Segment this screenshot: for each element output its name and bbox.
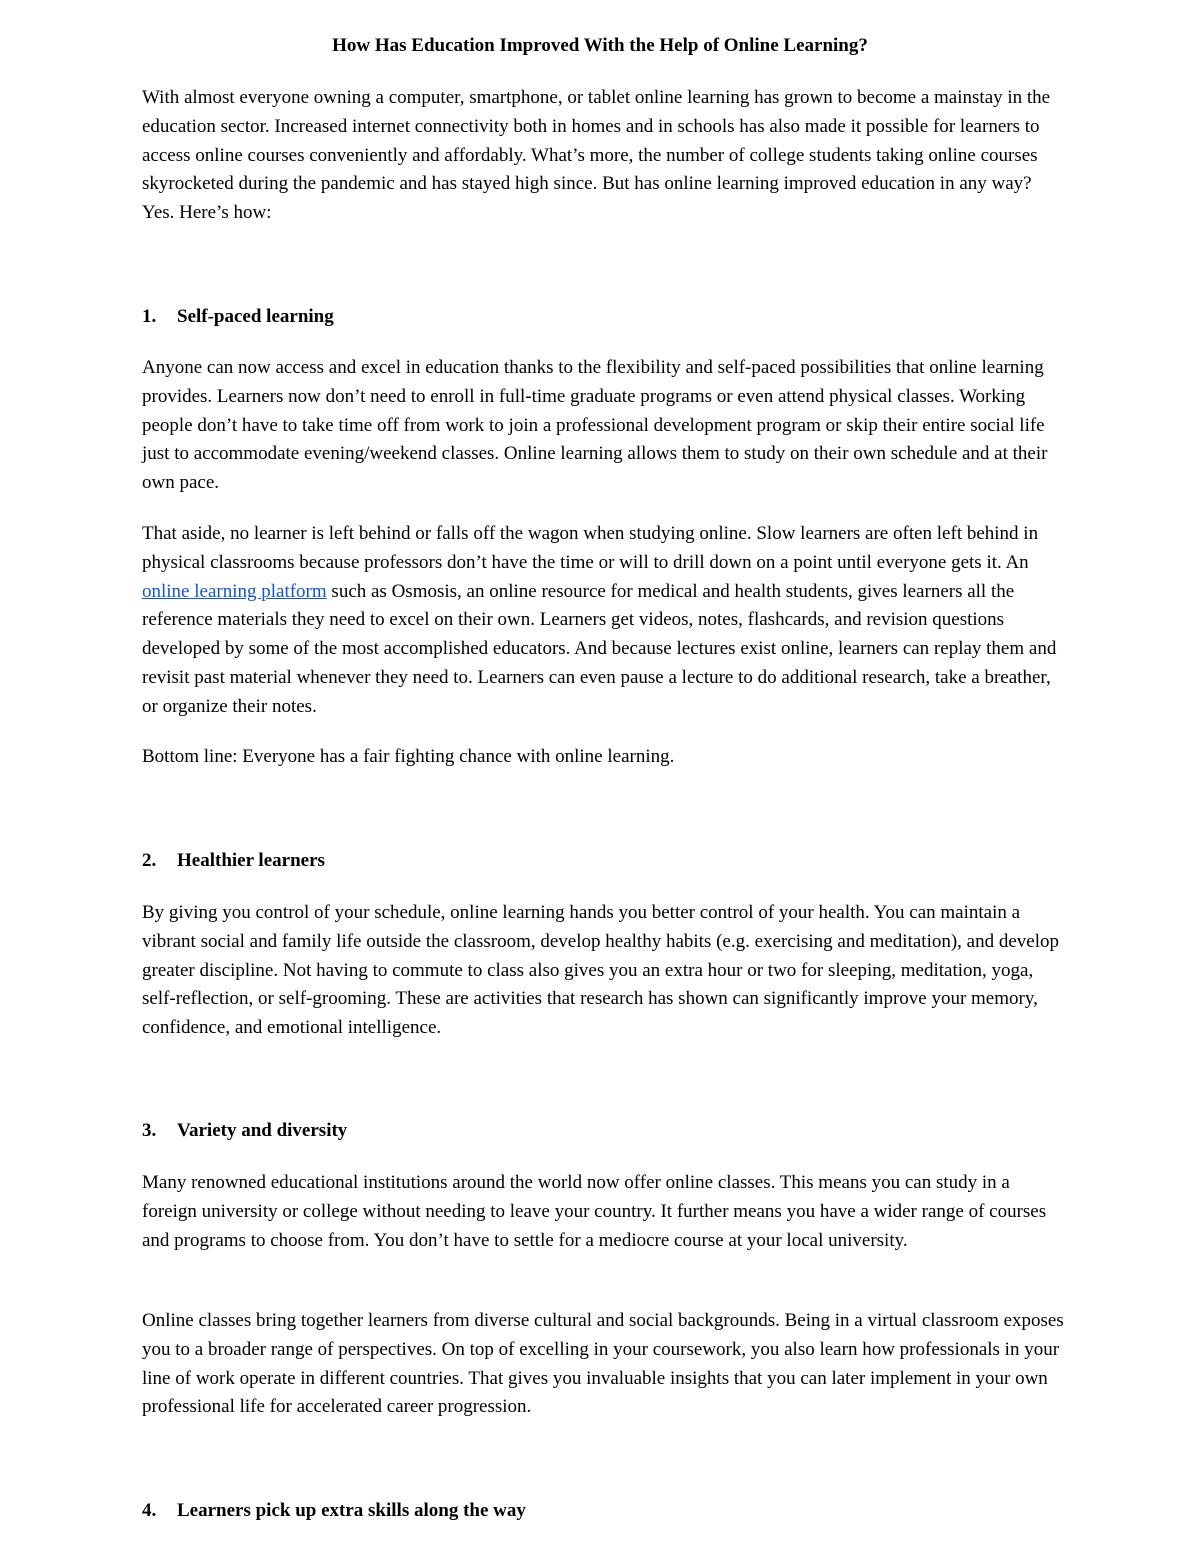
section-3-title: Variety and diversity [177, 1120, 348, 1141]
section-2-title: Healthier learners [177, 850, 325, 871]
section-2-heading [142, 849, 1067, 873]
online-learning-platform-link[interactable]: online learning platform [142, 580, 327, 602]
document-title: How Has Education Improved With the Help of Online Learning? [332, 35, 868, 56]
section-3-paragraph-2: Online classes bring together learners from diverse cultural and social backgrounds. Being in a virtual classroom exposes you to a broader range of perspectives. On top of excelling in your coursework, you also learn how professionals in your line of work operate in different countries. That gives you invaluable insights that you can later implement in your own professional life for accelerated career progression. [142, 1310, 1064, 1418]
section-1-paragraph-1: Anyone can now access and excel in education thanks to the flexibility and self-paced possibilities that online learning provides. Learners now don’t need to enroll in full-time graduate programs or even attend physical classes. Working people don’t have to take time off from work to join a professional development program or skip their entire social life just to accommodate evening/weekend classes. Online learning allows them to study on their own schedule and at their own pace. [142, 357, 1048, 494]
section-1-paragraph-2-text-end: such as Osmosis, an online resource for medical and health students, gives learners all the reference materials they need to excel on their own. Learners get videos, notes, flashcards, and revision questions developed by some of the most accomplished educators. And because lectures exist online, learners can replay them and revisit past material whenever they need to. Learners can even pause a lecture to do additional research, take a breather, or organize their notes. [142, 580, 1057, 717]
section-4-number: 4. [142, 1500, 157, 1521]
section-3-number: 3. [142, 1120, 157, 1141]
section-2-number: 2. [142, 850, 157, 871]
section-1-paragraph-3: Bottom line: Everyone has a fair fighting chance with online learning. [142, 746, 675, 767]
section-3-paragraph-1: Many renowned educational institutions around the world now offer online classes. This means you can study in a foreign university or college without needing to leave your country. It further means you have a wider range of courses and programs to choose from. You don’t have to settle for a mediocre course at your local university. [142, 1172, 1047, 1251]
section-4-heading [142, 1499, 1067, 1523]
section-1-paragraph-2-text-start: That aside, no learner is left behind or falls off the wagon when studying online. Slow learners are often left behind in physical classrooms because professors don’t have the time or will to drill down on a point until everyone gets it. An [142, 523, 1039, 573]
section-3-heading [142, 1119, 1067, 1143]
section-1-paragraph-2 [142, 520, 1067, 722]
section-1-title: Self-paced learning [177, 306, 334, 327]
section-1-number: 1. [142, 306, 157, 327]
section-1-heading [142, 305, 1067, 329]
intro-paragraph: With almost everyone owning a computer, smartphone, or tablet online learning has grown to become a mainstay in the education sector. Increased internet connectivity both in homes and in schools has also made it possible for learners to access online courses conveniently and affordably. What’s more, the number of college students taking online courses skyrocketed during the pandemic and has stayed high since. But has online learning improved education in any way? Yes. Here’s how: [142, 87, 1051, 224]
section-2-paragraph-1: By giving you control of your schedule, online learning hands you better control of your health. You can maintain a vibrant social and family life outside the classroom, develop healthy habits (e.g. exercising and meditation), and develop greater discipline. Not having to commute to class also gives you an extra hour or two for sleeping, meditation, yoga, self-reflection, or self-grooming. These are activities that research has shown can significantly improve your memory, confidence, and emotional intelligence. [142, 902, 1060, 1039]
section-4-title: Learners pick up extra skills along the way [177, 1500, 526, 1521]
